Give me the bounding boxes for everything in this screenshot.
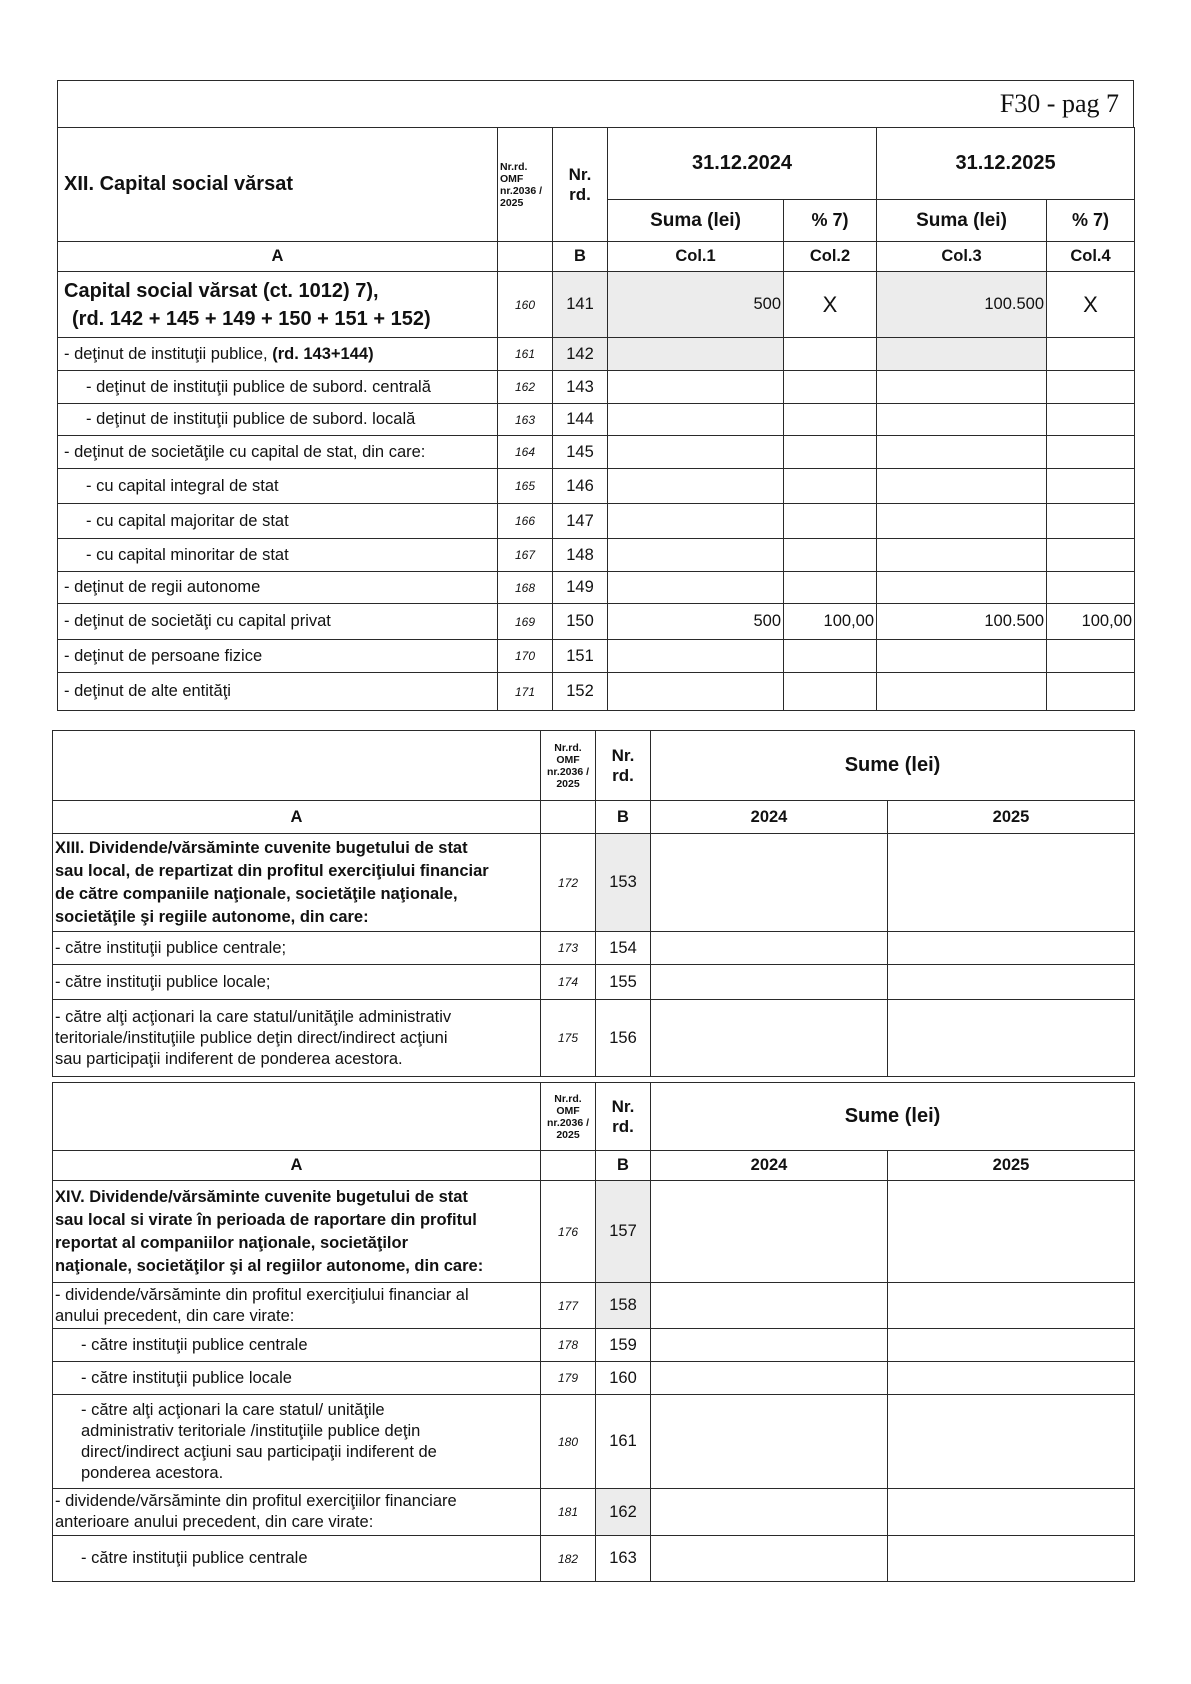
row-col1 xyxy=(608,539,784,572)
row-col3 xyxy=(877,673,1047,711)
row-col4 xyxy=(1047,371,1135,404)
row-col4 xyxy=(1047,504,1135,539)
total-col1: 500 xyxy=(608,272,784,338)
row-col1 xyxy=(608,436,784,469)
suma-header-2: Suma (lei) xyxy=(877,200,1047,242)
sume-header: Sume (lei) xyxy=(651,1083,1135,1151)
row-col4 xyxy=(1047,539,1135,572)
row-omf: 177 xyxy=(541,1283,596,1329)
total-col3: 100.500 xyxy=(877,272,1047,338)
page-label: F30 - pag 7 xyxy=(999,89,1119,118)
table-row xyxy=(58,404,1135,436)
row-omf: 180 xyxy=(541,1395,596,1489)
table-row xyxy=(53,1362,1135,1395)
row-omf: 168 xyxy=(498,572,553,604)
row-col2 xyxy=(784,673,877,711)
row-nr: 143 xyxy=(553,371,608,404)
row-col4 xyxy=(1047,572,1135,604)
row-omf: 174 xyxy=(541,965,596,1000)
pct-header-2: % 7) xyxy=(1047,200,1135,242)
page-header-box xyxy=(57,80,1134,128)
row-col1 xyxy=(608,404,784,436)
section14-title: XIV. Dividende/vărsăminte cuvenite bugetului de stat sau local si virate în perioada de raportare din profitul reportat al companiilor naţionale, societăţilor naţionale, societăţilor şi al regiilor autonome, din care: xyxy=(53,1181,541,1283)
row-nr: 160 xyxy=(596,1362,651,1395)
row-col4 xyxy=(1047,436,1135,469)
table-row xyxy=(53,965,1135,1000)
col-a-header: A xyxy=(53,1151,541,1181)
table-row xyxy=(53,1395,1135,1489)
row-omf: 176 xyxy=(541,1181,596,1283)
date-2025-header: 31.12.2025 xyxy=(877,128,1135,200)
dividende-xiii-table xyxy=(52,730,1135,1077)
row-col2 xyxy=(784,572,877,604)
sume-header: Sume (lei) xyxy=(651,731,1135,801)
row-nr: 150 xyxy=(553,604,608,640)
row-label: - deţinut de regii autonome xyxy=(58,572,498,604)
table-row xyxy=(53,1000,1135,1077)
row-label: - către instituţii publice centrale xyxy=(53,1536,541,1582)
row-col3 xyxy=(877,640,1047,673)
row-col2 xyxy=(784,371,877,404)
row-col2 xyxy=(784,539,877,572)
row-label: - deţinut de instituţii publice, (rd. 143+144) xyxy=(58,338,498,371)
section12-title: XII. Capital social vărsat xyxy=(58,128,498,242)
table-row xyxy=(58,604,1135,640)
row-omf: 182 xyxy=(541,1536,596,1582)
col2-header: Col.2 xyxy=(784,242,877,272)
row-value-2025 xyxy=(888,1489,1135,1536)
row-omf: 173 xyxy=(541,932,596,965)
col-a-header: A xyxy=(58,242,498,272)
pct-header-1: % 7) xyxy=(784,200,877,242)
row-omf: 165 xyxy=(498,469,553,504)
table-row xyxy=(58,469,1135,504)
row-nr: 157 xyxy=(596,1181,651,1283)
section13-title: XIII. Dividende/vărsăminte cuvenite bugetului de stat sau local, de repartizat din profitul exerciţiului financiar de către companiile naţionale, societăţile naţionale, societăţile şi regiile autonome, din care: xyxy=(53,834,541,932)
row-nr: 158 xyxy=(596,1283,651,1329)
row-value-2025 xyxy=(888,1536,1135,1582)
row-col3: 100.500 xyxy=(877,604,1047,640)
row-col3 xyxy=(877,436,1047,469)
omf-header: Nr.rd. OMF nr.2036 / 2025 xyxy=(541,1083,596,1151)
table-row xyxy=(58,673,1135,711)
row-col2: 100,00 xyxy=(784,604,877,640)
row-value-2024 xyxy=(651,1489,888,1536)
row-nr: 145 xyxy=(553,436,608,469)
col-b-header: B xyxy=(553,242,608,272)
row-value-2024 xyxy=(651,965,888,1000)
nr-header: Nr. rd. xyxy=(596,1083,651,1151)
row-omf: 179 xyxy=(541,1362,596,1395)
row-omf: 160 xyxy=(498,272,553,338)
row-col4 xyxy=(1047,673,1135,711)
row-nr: 159 xyxy=(596,1329,651,1362)
row-nr: 148 xyxy=(553,539,608,572)
row-nr: 151 xyxy=(553,640,608,673)
row-label: - către alţi acţionari la care statul/unităţile administrativ teritoriale/instituţiile publice deţin direct/indirect acţiuni sau participaţii indiferent de ponderea acestora. xyxy=(53,1000,541,1077)
row-col2 xyxy=(784,640,877,673)
suma-header-1: Suma (lei) xyxy=(608,200,784,242)
row-label: - către instituţii publice centrale xyxy=(53,1329,541,1362)
row-col1 xyxy=(608,504,784,539)
total-col4: X xyxy=(1047,272,1135,338)
table-row xyxy=(58,371,1135,404)
row-nr: 162 xyxy=(596,1489,651,1536)
row-col3 xyxy=(877,504,1047,539)
table-row xyxy=(58,436,1135,469)
row-col1: 500 xyxy=(608,604,784,640)
row-value-2025 xyxy=(888,932,1135,965)
row-col1 xyxy=(608,371,784,404)
row-value-2025 xyxy=(888,1329,1135,1362)
row-nr: 155 xyxy=(596,965,651,1000)
row-nr: 152 xyxy=(553,673,608,711)
omf-header: Nr.rd. OMF nr.2036 / 2025 xyxy=(498,128,553,242)
row-label: - către alţi acţionari la care statul/ unităţile administrativ teritoriale /instituţiile publice deţin direct/indirect acţiuni sau participaţii indiferent de ponderea acestora. xyxy=(53,1395,541,1489)
row-omf: 178 xyxy=(541,1329,596,1362)
row-col3 xyxy=(877,572,1047,604)
col-b-header: B xyxy=(596,801,651,834)
row-col3 xyxy=(877,469,1047,504)
table-row xyxy=(58,572,1135,604)
row-nr: 146 xyxy=(553,469,608,504)
nr-header: Nr. rd. xyxy=(596,731,651,801)
row-col2 xyxy=(784,504,877,539)
year-2024-header: 2024 xyxy=(651,1151,888,1181)
row-value-2024 xyxy=(651,1362,888,1395)
row-label: - către instituţii publice locale; xyxy=(53,965,541,1000)
row-nr: 153 xyxy=(596,834,651,932)
year-2025-header: 2025 xyxy=(888,801,1135,834)
row-col4 xyxy=(1047,640,1135,673)
row-nr: 161 xyxy=(596,1395,651,1489)
row-nr: 149 xyxy=(553,572,608,604)
row-omf: 181 xyxy=(541,1489,596,1536)
table-row xyxy=(53,1283,1135,1329)
row-nr: 154 xyxy=(596,932,651,965)
row-label: - deţinut de instituţii publice de subord. centrală xyxy=(58,371,498,404)
table-row xyxy=(58,640,1135,673)
row-col3 xyxy=(877,371,1047,404)
row-omf: 163 xyxy=(498,404,553,436)
table-row xyxy=(53,1329,1135,1362)
row-value-2025 xyxy=(888,1395,1135,1489)
col4-header: Col.4 xyxy=(1047,242,1135,272)
omf-header: Nr.rd. OMF nr.2036 / 2025 xyxy=(541,731,596,801)
row-col2 xyxy=(784,436,877,469)
row-omf: 166 xyxy=(498,504,553,539)
table-row xyxy=(53,1489,1135,1536)
row-label: - către instituţii publice locale xyxy=(53,1362,541,1395)
row-nr: 141 xyxy=(553,272,608,338)
row-col4 xyxy=(1047,469,1135,504)
capital-total-label: Capital social vărsat (ct. 1012) 7), (rd. 142 + 145 + 149 + 150 + 151 + 152) xyxy=(58,272,498,338)
table-row xyxy=(58,539,1135,572)
row-omf: 172 xyxy=(541,834,596,932)
nr-header: Nr. rd. xyxy=(553,128,608,242)
row-value-2024 xyxy=(651,932,888,965)
row-value-2025 xyxy=(888,1000,1135,1077)
col3-header: Col.3 xyxy=(877,242,1047,272)
row-value-2024 xyxy=(651,1536,888,1582)
row-nr: 147 xyxy=(553,504,608,539)
row-col1 xyxy=(608,640,784,673)
row-col3 xyxy=(877,338,1047,371)
row-nr: 142 xyxy=(553,338,608,371)
row-value-2024 xyxy=(651,1395,888,1489)
row-value-2025 xyxy=(888,965,1135,1000)
row-label: - deţinut de persoane fizice xyxy=(58,640,498,673)
table-row xyxy=(58,338,1135,371)
row-col2 xyxy=(784,469,877,504)
row-omf: 161 xyxy=(498,338,553,371)
year-2024-header: 2024 xyxy=(651,801,888,834)
date-2024-header: 31.12.2024 xyxy=(608,128,877,200)
total-col2: X xyxy=(784,272,877,338)
row-nr: 163 xyxy=(596,1536,651,1582)
row-label: - deţinut de instituţii publice de subord. locală xyxy=(58,404,498,436)
row-col1 xyxy=(608,572,784,604)
row-omf: 167 xyxy=(498,539,553,572)
row-col3 xyxy=(877,404,1047,436)
row-value-2024 xyxy=(651,1329,888,1362)
row-omf: 171 xyxy=(498,673,553,711)
row-col1 xyxy=(608,673,784,711)
row-omf: 175 xyxy=(541,1000,596,1077)
row-label: - deţinut de alte entităţi xyxy=(58,673,498,711)
year-2025-header: 2025 xyxy=(888,1151,1135,1181)
row-col4: 100,00 xyxy=(1047,604,1135,640)
col1-header: Col.1 xyxy=(608,242,784,272)
row-omf: 169 xyxy=(498,604,553,640)
col-a-header: A xyxy=(53,801,541,834)
row-label: - către instituţii publice centrale; xyxy=(53,932,541,965)
row-col2 xyxy=(784,404,877,436)
row-label: - deţinut de societăţile cu capital de stat, din care: xyxy=(58,436,498,469)
row-label: - dividende/vărsăminte din profitul exerciţiilor financiare anterioare anului precedent, din care virate: xyxy=(53,1489,541,1536)
row-omf: 164 xyxy=(498,436,553,469)
row-col4 xyxy=(1047,404,1135,436)
table-row xyxy=(53,932,1135,965)
table-row xyxy=(53,1536,1135,1582)
row-nr: 144 xyxy=(553,404,608,436)
row-col3 xyxy=(877,539,1047,572)
row-label: - dividende/vărsăminte din profitul exerciţiului financiar al anului precedent, din care virate: xyxy=(53,1283,541,1329)
row-value-2025 xyxy=(888,1283,1135,1329)
row-col1 xyxy=(608,469,784,504)
col-b-header: B xyxy=(596,1151,651,1181)
row-value-2024 xyxy=(651,1000,888,1077)
row-col1 xyxy=(608,338,784,371)
row-value-2025 xyxy=(888,1362,1135,1395)
row-value-2024 xyxy=(651,1283,888,1329)
row-label: - cu capital integral de stat xyxy=(58,469,498,504)
row-omf: 170 xyxy=(498,640,553,673)
row-nr: 156 xyxy=(596,1000,651,1077)
row-omf: 162 xyxy=(498,371,553,404)
table-row xyxy=(58,504,1135,539)
row-label: - cu capital majoritar de stat xyxy=(58,504,498,539)
row-col4 xyxy=(1047,338,1135,371)
dividende-xiv-table xyxy=(52,1082,1135,1582)
row-label: - deţinut de societăţi cu capital privat xyxy=(58,604,498,640)
capital-social-table xyxy=(57,127,1135,711)
row-col2 xyxy=(784,338,877,371)
row-label: - cu capital minoritar de stat xyxy=(58,539,498,572)
